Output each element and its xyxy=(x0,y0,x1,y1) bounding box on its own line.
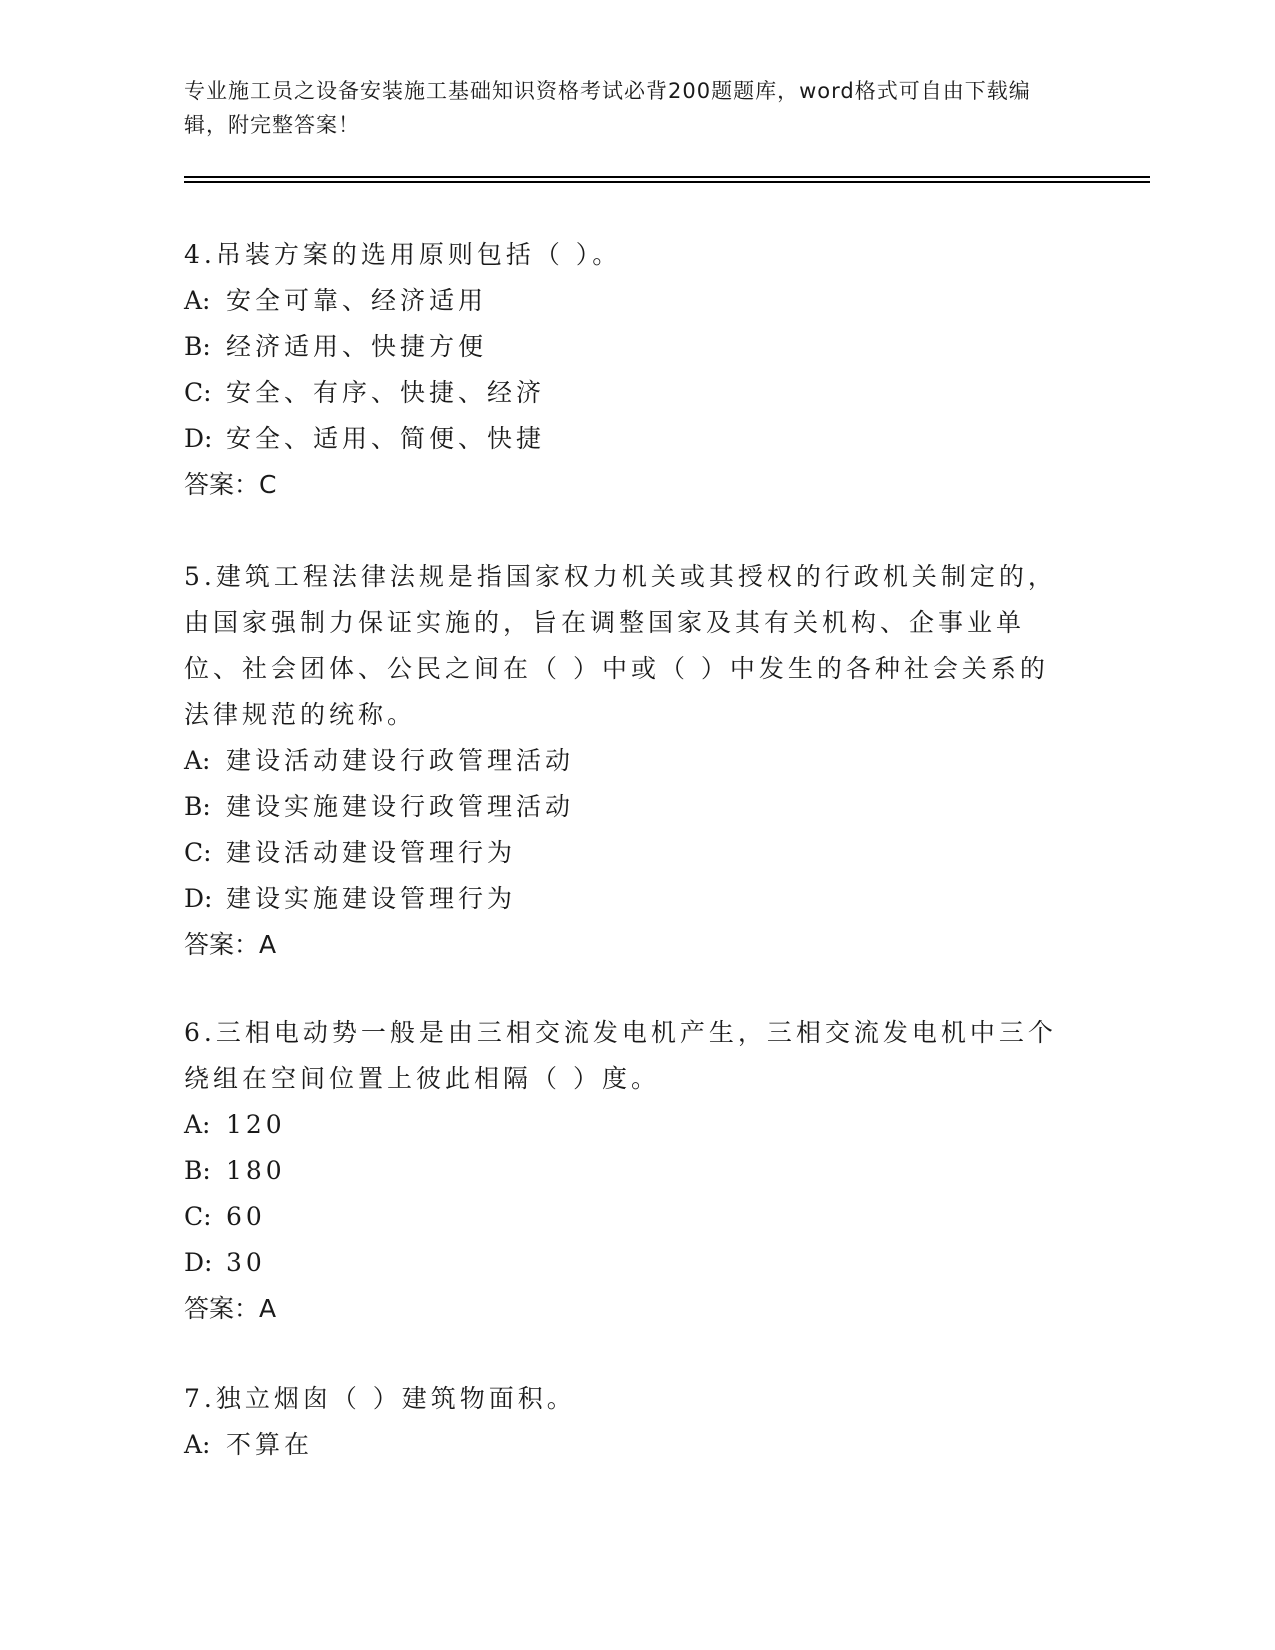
option-text: 安全、适用、简便、快捷 xyxy=(226,424,546,453)
option-letter: B: xyxy=(184,1156,211,1185)
question-5 xyxy=(184,554,1064,968)
option-d xyxy=(184,876,1064,922)
option-text: 安全、有序、快捷、经济 xyxy=(226,378,546,407)
header-divider-bottom xyxy=(184,181,1150,183)
option-text: 建设活动建设管理行为 xyxy=(226,838,517,867)
option-b xyxy=(184,784,1064,830)
option-d xyxy=(184,1240,1064,1286)
option-text: 建设实施建设管理行为 xyxy=(226,884,517,913)
option-letter: C: xyxy=(184,1202,212,1231)
option-letter: D: xyxy=(184,1248,213,1277)
option-text: 30 xyxy=(226,1248,266,1277)
option-text: 120 xyxy=(226,1110,286,1139)
option-text: 不算在 xyxy=(226,1430,314,1459)
option-a xyxy=(184,278,1064,324)
option-letter: A: xyxy=(184,746,211,775)
option-letter: D: xyxy=(184,884,213,913)
question-text: 4.吊装方案的选用原则包括（ ）。 xyxy=(184,240,622,269)
option-letter: B: xyxy=(184,792,211,821)
option-letter: A: xyxy=(184,1430,211,1459)
answer: 答案：C xyxy=(184,470,277,499)
option-letter: A: xyxy=(184,1110,211,1139)
option-text: 建设实施建设行政管理活动 xyxy=(226,792,575,821)
question-6 xyxy=(184,1010,1064,1332)
option-text: 安全可靠、经济适用 xyxy=(226,286,488,315)
option-c xyxy=(184,830,1064,876)
question-text: 6.三相电动势一般是由三相交流发电机产生，三相交流发电机中三个绕组在空间位置上彼此相隔（ ）度。 xyxy=(184,1018,1057,1093)
header-divider-top xyxy=(184,176,1150,178)
option-a xyxy=(184,738,1064,784)
option-d xyxy=(184,416,1064,462)
option-letter: C: xyxy=(184,838,212,867)
option-letter: D: xyxy=(184,424,213,453)
answer: 答案：A xyxy=(184,930,277,959)
answer: 答案：A xyxy=(184,1294,277,1323)
option-letter: B: xyxy=(184,332,211,361)
document-header: 专业施工员之设备安装施工基础知识资格考试必背200题题库，word格式可自由下载编辑，附完整答案！ xyxy=(184,79,1031,137)
question-4 xyxy=(184,232,1064,508)
option-a xyxy=(184,1102,1064,1148)
option-c xyxy=(184,1194,1064,1240)
question-7 xyxy=(184,1376,1064,1468)
question-text: 5.建筑工程法律法规是指国家权力机关或其授权的行政机关制定的，由国家强制力保证实施的，旨在调整国家及其有关机构、企事业单位、社会团体、公民之间在（ ）中或（ ）中发生的各种社会关系的法律规范的统称。 xyxy=(184,562,1057,729)
option-b xyxy=(184,324,1064,370)
question-text: 7.独立烟囱（ ）建筑物面积。 xyxy=(184,1384,576,1413)
option-letter: A: xyxy=(184,286,211,315)
option-text: 60 xyxy=(226,1202,266,1231)
option-b xyxy=(184,1148,1064,1194)
option-text: 180 xyxy=(226,1156,286,1185)
option-text: 建设活动建设行政管理活动 xyxy=(226,746,575,775)
option-text: 经济适用、快捷方便 xyxy=(226,332,488,361)
option-a xyxy=(184,1422,1064,1468)
option-letter: C: xyxy=(184,378,212,407)
option-c xyxy=(184,370,1064,416)
